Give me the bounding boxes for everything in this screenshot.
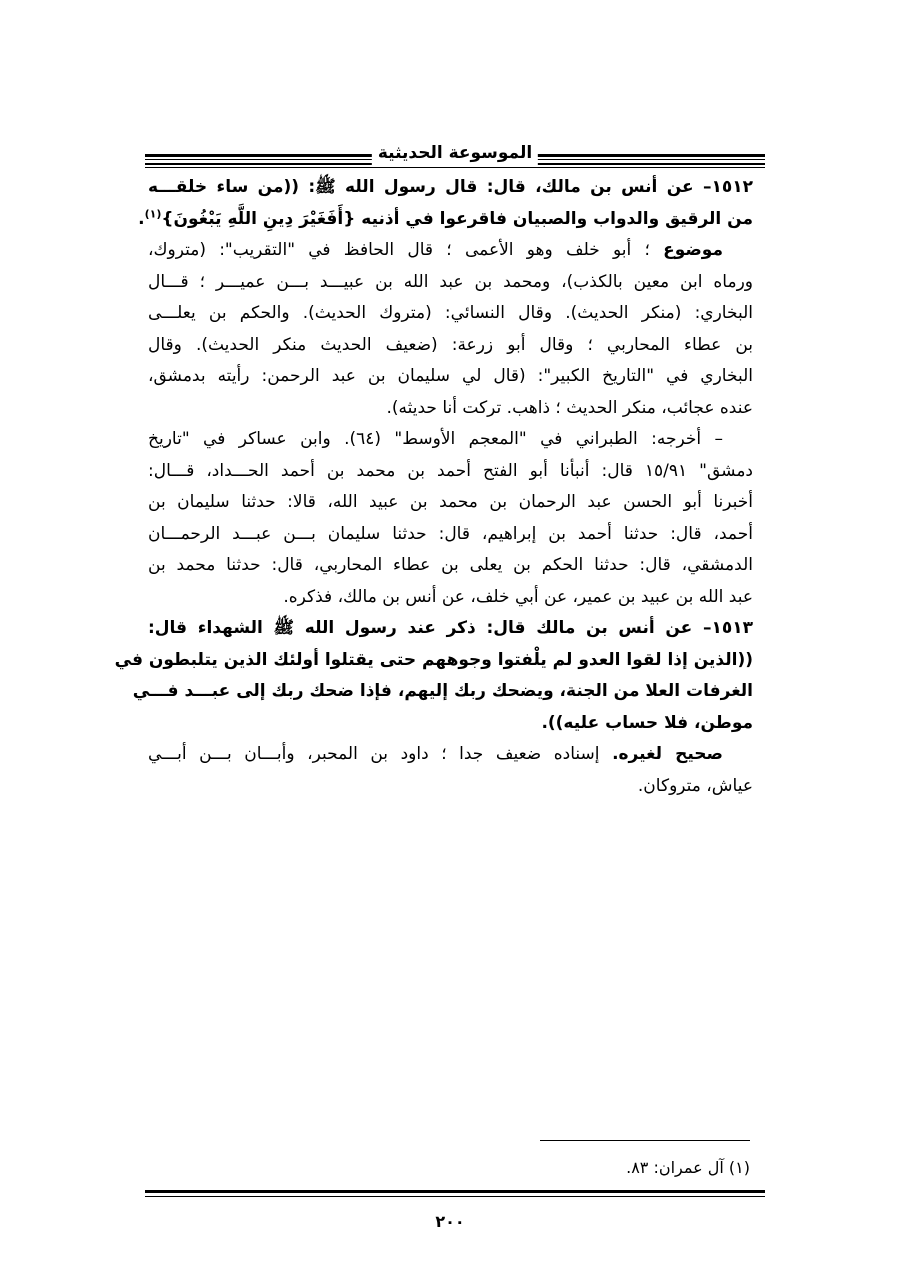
takhrij-line: – أخرجه: الطبراني في "المعجم الأوسط" (٦٤). وابن عساكر في "تاريخ: [148, 429, 723, 449]
commentary-line: البخاري: (منكر الحديث). وقال النسائي: (متروك الحديث). والحكم بن يعلـــى: [148, 303, 753, 323]
grading-line: [148, 235, 753, 267]
takhrij-line: عبد الله بن عبيد بن عمير، عن أبي خلف، عن أنس بن مالك، فذكره.: [283, 586, 753, 607]
takhrij-line: أخبرنا أبو الحسن عبد الرحمان بن محمد بن عبيد الله، قالا: حدثنا سليمان بن: [148, 492, 753, 512]
period: .: [138, 208, 145, 229]
footer-double-rule: [145, 1190, 765, 1193]
grading-text: ؛ أبو خلف وهو الأعمى ؛ قال الحافظ في "التقريب": (متروك،: [148, 240, 664, 260]
grading-line: عياش، متروكان.: [637, 775, 753, 796]
footnote-ref[interactable]: (١): [144, 206, 162, 220]
grading-line: [148, 739, 753, 771]
footer-double-rule-thin: [145, 1196, 765, 1197]
hadith-1513-line: الغرفات العلا من الجنة، ويضحك ربك إليهم، فإذا ضحك ربك إلى عبـــد فـــي: [132, 681, 753, 701]
commentary-line: ورماه ابن معين بالكذب)، ومحمد بن عبد الله بن عبيـــد بـــن عميـــر ؛ قـــال: [148, 271, 753, 292]
header-rule-right: [525, 154, 765, 157]
main-text: [114, 172, 753, 802]
grading-label: موضوع: [663, 240, 723, 260]
header-title: الموسوعة الحديثية: [372, 141, 538, 165]
footnote-divider: [540, 1140, 750, 1141]
commentary-line: بن عطاء المحاربي ؛ وقال أبو زرعة: (ضعيف الحديث منكر الحديث). وقال: [148, 334, 753, 355]
running-header: [145, 141, 765, 167]
footnote: (١) آل عمران: ٨٣.: [626, 1158, 750, 1177]
header-rule-left: [145, 154, 375, 157]
hadith-1512-text: من الرقيق والدواب والصبيان فاقرعوا في أذنيه {أَفَغَيْرَ دِينِ اللَّهِ يَبْغُونَ}: [161, 208, 753, 229]
takhrij-line: أحمد، قال: حدثنا أحمد بن إبراهيم، قال: حدثنا سليمان بـــن عبـــد الرحمـــان: [148, 523, 753, 544]
hadith-1512-line: [138, 204, 753, 236]
header-double-rule-thin: [145, 167, 765, 168]
commentary-line: البخاري في "التاريخ الكبير": (قال لي سليمان بن عبد الرحمن: رأيته بدمشق،: [148, 366, 753, 386]
hadith-1513-line: ((الذين إذا لقوا العدو لم يلْفتوا وجوههم حتى يقتلوا أولئك الذين يتلبطون في: [114, 649, 753, 670]
header-rule-left-thin: [145, 159, 375, 160]
commentary-line: عنده عجائب، منكر الحديث ؛ ذاهب. تركت أنا حديثه).: [386, 397, 753, 418]
hadith-1512-line: ١٥١٢– عن أنس بن مالك، قال: قال رسول الله ﷺ: ((من ساء خلقـــه: [148, 177, 753, 197]
header-rule-right-thin: [525, 159, 765, 160]
takhrij-line: الدمشقي، قال: حدثنا الحكم بن يعلى بن عطاء المحاربي، قال: حدثنا محمد بن: [148, 555, 753, 575]
hadith-1513-line: موطن، فلا حساب عليه)).: [541, 712, 753, 733]
grading-text: إسناده ضعيف جدا ؛ داود بن المحبر، وأبـــان بـــن أبـــي: [148, 744, 613, 764]
hadith-1513-line: ١٥١٣– عن أنس بن مالك قال: ذكر عند رسول الله ﷺ الشهداء قال:: [148, 618, 753, 638]
page-number: ٢٠٠: [435, 1212, 465, 1231]
grading-label: صحيح لغيره.: [612, 744, 723, 764]
takhrij-line: دمشق" ١٥/٩١ قال: أنبأنا أبو الفتح أحمد بن محمد بن أحمد الحـــداد، قـــال:: [148, 460, 753, 481]
